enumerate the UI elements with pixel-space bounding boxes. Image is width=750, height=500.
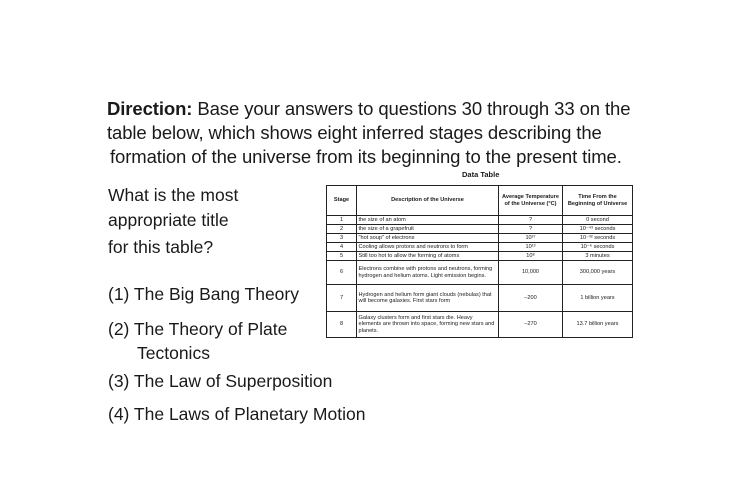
cell-description: the size of an atom [357, 216, 499, 225]
table-title: Data Table [462, 170, 500, 179]
header-stage: Stage [327, 186, 357, 216]
cell-temperature: 10²⁷ [499, 234, 563, 243]
cell-description: Galaxy clusters form and first stars die. Heavy elements are thrown into space, forming new stars and planets. [357, 312, 499, 338]
answer-choice-4-text: (4) The Laws of Planetary Motion [108, 404, 366, 424]
direction-line-1 [107, 97, 667, 121]
table-row [327, 225, 633, 234]
answer-choice-2[interactable] [108, 318, 287, 364]
direction-line-3: formation of the universe from its beginning to the present time. [110, 146, 622, 167]
cell-description: Hydrogen and helium form giant clouds (nebulas) that will become galaxies. First stars form [357, 285, 499, 312]
cell-temperature: ? [499, 225, 563, 234]
cell-description: Still too hot to allow the forming of atoms [357, 252, 499, 261]
cell-time: 13.7 billion years [563, 312, 633, 338]
data-table [326, 185, 633, 338]
table-row [327, 285, 633, 312]
header-description: Description of the Universe [357, 186, 499, 216]
cell-temperature: 10¹³ [499, 243, 563, 252]
table-row [327, 252, 633, 261]
table-row [327, 261, 633, 285]
cell-description: the size of a grapefruit [357, 225, 499, 234]
cell-temperature: –270 [499, 312, 563, 338]
cell-stage: 5 [327, 252, 357, 261]
cell-stage: 8 [327, 312, 357, 338]
direction-line-2: table below, which shows eight inferred stages describing the [107, 122, 602, 143]
question-line-3: for this table? [108, 237, 214, 257]
question-text [108, 183, 308, 260]
cell-time: 300,000 years [563, 261, 633, 285]
cell-time: 1 billion years [563, 285, 633, 312]
cell-time: 10⁻⁴³ seconds [563, 225, 633, 234]
cell-description: "hot soup" of electrons [357, 234, 499, 243]
cell-stage: 6 [327, 261, 357, 285]
answer-choice-2-continuation: Tectonics [137, 343, 210, 363]
cell-stage: 2 [327, 225, 357, 234]
table-row [327, 234, 633, 243]
cell-temperature: 10⁸ [499, 252, 563, 261]
answer-choice-1-text: (1) The Big Bang Theory [108, 284, 299, 304]
cell-time: 0 second [563, 216, 633, 225]
cell-stage: 4 [327, 243, 357, 252]
cell-stage: 3 [327, 234, 357, 243]
table-row [327, 312, 633, 338]
question-line-2: appropriate title [108, 210, 229, 230]
table-row [327, 243, 633, 252]
cell-temperature: ? [499, 216, 563, 225]
cell-stage: 7 [327, 285, 357, 312]
answer-choice-2-text: (2) The Theory of Plate [108, 319, 288, 339]
answer-choice-3-text: (3) The Law of Superposition [108, 371, 333, 391]
table-header-row [327, 186, 633, 216]
answer-choice-1[interactable] [108, 283, 299, 305]
direction-label: Direction: [107, 98, 193, 119]
cell-description: Cooling allows protons and neutrons to form [357, 243, 499, 252]
header-temperature: Average Temperature of the Universe (°C) [499, 186, 563, 216]
cell-temperature: 10,000 [499, 261, 563, 285]
answer-choice-4[interactable] [108, 403, 365, 425]
answer-choice-3[interactable] [108, 370, 332, 392]
cell-time: 10⁻³² seconds [563, 234, 633, 243]
cell-temperature: –200 [499, 285, 563, 312]
cell-time: 10⁻⁶ seconds [563, 243, 633, 252]
table-row [327, 216, 633, 225]
question-line-1: What is the most [108, 185, 239, 205]
cell-description: Electrons combine with protons and neutrons, forming hydrogen and helium atoms. Light emission begins. [357, 261, 499, 285]
direction-paragraph [107, 97, 667, 169]
cell-stage: 1 [327, 216, 357, 225]
header-time: Time From the Beginning of Universe [563, 186, 633, 216]
cell-time: 3 minutes [563, 252, 633, 261]
direction-text-1: Base your answers to questions 30 through 33 on the [192, 98, 631, 119]
